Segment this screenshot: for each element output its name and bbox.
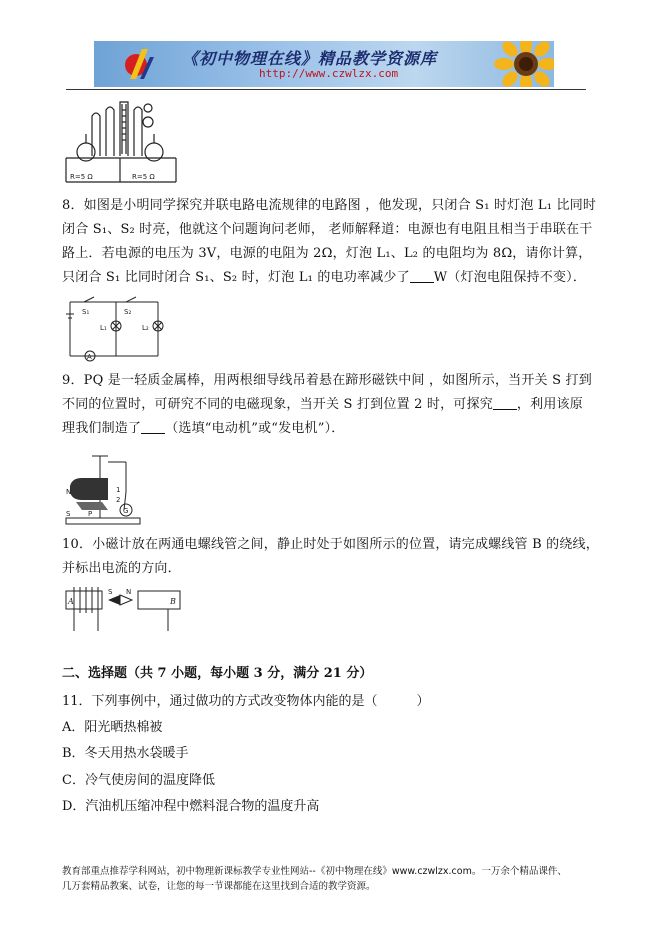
solenoid-b-label: B [170, 597, 176, 606]
banner-title: 《初中物理在线》精品教学资源库 [182, 49, 438, 68]
footer-line-1: 教育部重点推荐学科网站，初中物理新课标教学专业性网站--《初中物理在线》www.czwlzx.com。一万余个精品课件、 [62, 866, 567, 877]
q8-line-1: 8．如图是小明同学探究并联电路电流规律的电路图 ，他发现，只闭合 S₁ 时灯泡 L₁ 比同时 [62, 198, 597, 213]
u-tube-apparatus-figure [62, 96, 180, 188]
question-10 [62, 533, 599, 581]
needle-n-label: N [126, 588, 132, 596]
parallel-circuit-figure [64, 296, 164, 364]
switch-pos-1-label: 1 [116, 486, 121, 494]
switch-s2-label: S₂ [124, 308, 132, 316]
q11-option-a[interactable]: A．阳光晒热棉被 [62, 720, 163, 735]
sunflower-icon [494, 41, 554, 87]
page-footer [62, 864, 602, 894]
solenoid-figure [64, 585, 184, 637]
switch-s1-label: S₁ [82, 308, 90, 316]
question-9 [62, 369, 592, 441]
q9-answer-blank-2[interactable] [141, 419, 165, 434]
q8-line-3: 路上．若电源的电压为 3V，电源的电阻为 2Ω，灯泡 L₁、L₂ 的电阻均为 8Ω，请你计算， [62, 246, 592, 261]
solenoid-a-label: A [68, 597, 74, 606]
q9-line-2-tail: ，利用该原 [516, 397, 583, 412]
resistor-label-right: R=5 Ω [132, 173, 155, 181]
q9-line-3 [62, 417, 592, 441]
question-8 [62, 194, 597, 290]
lamp-l1-label: L₁ [100, 324, 107, 332]
magnet-s-label: S [66, 510, 71, 518]
q9-line-3-tail: （选填“电动机”或“发电机”）． [165, 421, 345, 436]
rod-p-label: P [88, 510, 93, 518]
header-banner [94, 41, 554, 87]
q8-line-4-text: 只闭合 S₁ 比同时闭合 S₁、S₂ 时，灯泡 L₁ 的电功率减少了 [62, 270, 410, 285]
header-divider [66, 89, 586, 90]
q9-line-1: 9．PQ 是一轻质金属棒，用两根细导线吊着悬在蹄形磁铁中间 ，如图所示，当开关 S 打到 [62, 373, 592, 388]
ammeter-label: A [87, 353, 92, 361]
logo-icon [122, 45, 156, 81]
q9-line-3-text: 理我们制造了 [62, 421, 142, 436]
q8-line-4 [62, 266, 592, 290]
q11-stem: 11．下列事例中，通过做功的方式改变物体内能的是（ ） [62, 694, 430, 709]
q9-answer-blank-1[interactable] [493, 395, 517, 410]
horseshoe-magnet-figure [64, 452, 144, 526]
footer-line-2: 几万套精品教案、试卷，让您的每一节课都能在这里找到合适的教学资源。 [62, 881, 376, 892]
galvanometer-label: G [123, 507, 129, 515]
q8-line-4-tail: W（灯泡电阻保持不变）． [433, 270, 587, 285]
q10-line-2: 并标出电流的方向． [62, 561, 181, 576]
q10-line-1: 10．小磁计放在两通电螺线管之间，静止时处于如图所示的位置，请完成螺线管 B 的绕线， [62, 537, 599, 552]
switch-pos-2-label: 2 [116, 496, 121, 504]
q9-line-2-text: 不同的位置时，可研究不同的电磁现象，当开关 S 打到位置 2 时，可探究 [62, 397, 493, 412]
resistor-label-left: R=5 Ω [70, 173, 93, 181]
magnet-n-label: N [66, 488, 72, 496]
q8-line-2: 闭合 S₁、S₂ 时亮，他就这个问题询问老师， 老师解释道：电源也有电阻且相当于串联在干 [62, 222, 593, 237]
needle-s-label: S [108, 588, 113, 596]
section-2-title: 二、选择题（共 7 小题，每小题 3 分，满分 21 分） [62, 666, 373, 681]
q11-option-c[interactable]: C．冷气使房间的温度降低 [62, 773, 215, 788]
banner-url[interactable]: http://www.czwlzx.com [259, 67, 399, 80]
q11-option-b[interactable]: B．冬天用热水袋暖手 [62, 746, 189, 761]
q8-answer-blank[interactable] [410, 268, 434, 283]
q11-option-d[interactable]: D．汽油机压缩冲程中燃料混合物的温度升高 [62, 799, 320, 814]
q9-line-2 [62, 393, 592, 417]
lamp-l2-label: L₂ [142, 324, 149, 332]
